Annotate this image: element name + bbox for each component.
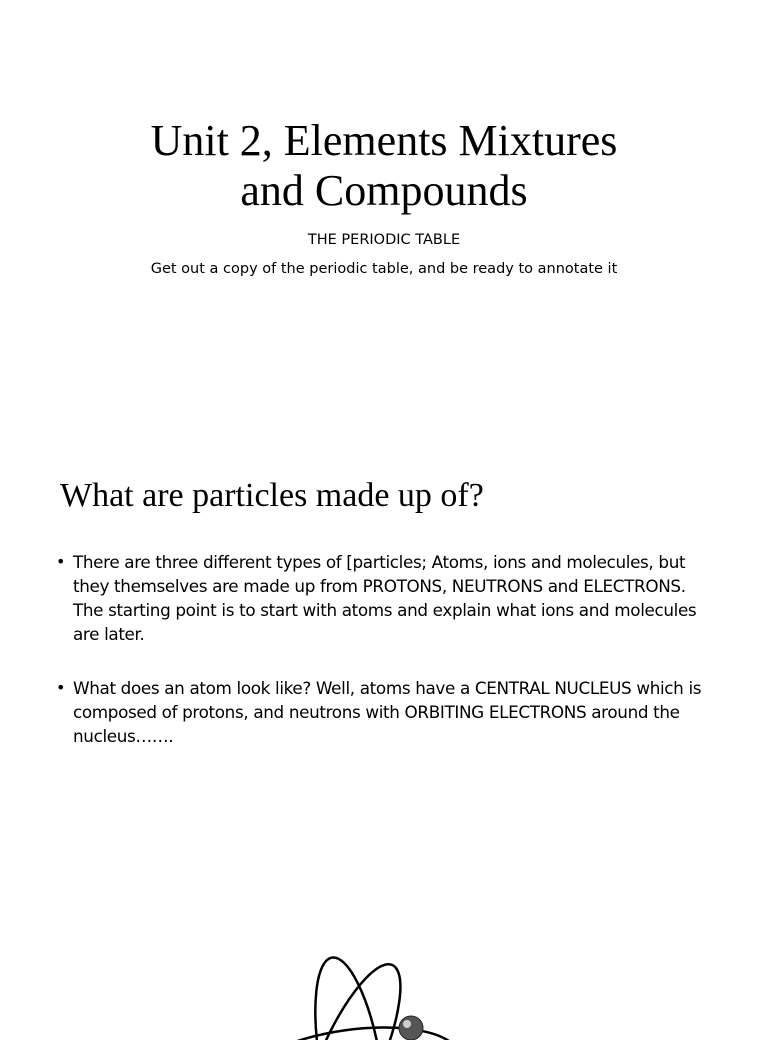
bullet-list <box>56 550 716 778</box>
slide-title <box>0 0 768 384</box>
subtitle-periodic-table: THE PERIODIC TABLE <box>307 232 461 248</box>
bullet-text: There are three different types of [particles; Atoms, ions and molecules, but they themselves are made up from PROTONS, NEUTRONS and ELECTRONS. The starting point is to start with atoms and explain what ions and molecules are later. <box>73 552 697 644</box>
slide-title-heading <box>0 116 768 216</box>
bullet-item <box>56 550 716 646</box>
title-line-2: and Compounds <box>240 166 528 215</box>
atom-icon <box>230 940 470 1040</box>
title-line-1: Unit 2, Elements Mixtures <box>150 116 618 165</box>
bullet-text: What does an atom look like? Well, atoms have a CENTRAL NUCLEUS which is composed of protons, and neutrons with ORBITING ELECTRONS around the nucleus……. <box>73 678 702 746</box>
slide-particles <box>0 440 768 1024</box>
bullet-glyph: • <box>56 552 66 571</box>
slide-heading: What are particles made up of? <box>60 477 484 514</box>
bullet-item <box>56 676 716 748</box>
bullet-glyph: • <box>56 678 66 697</box>
subtitle-instruction: Get out a copy of the periodic table, and be ready to annotate it <box>150 261 618 277</box>
